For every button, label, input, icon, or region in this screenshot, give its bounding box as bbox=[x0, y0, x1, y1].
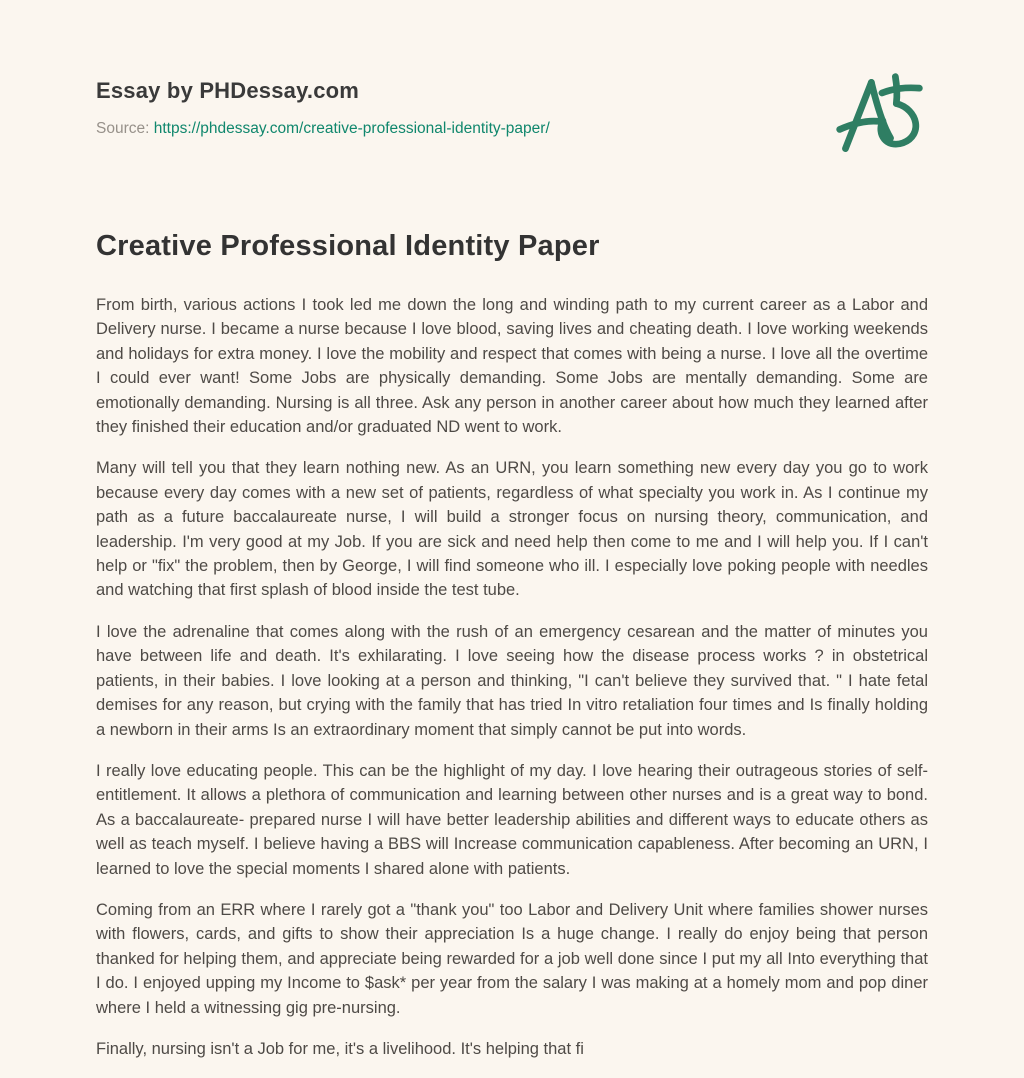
page-header bbox=[96, 74, 928, 164]
essay-paragraph: Many will tell you that they learn nothing new. As an URN, you learn something new every day you go to work because every day comes with a new set of patients, regardless of what specialty you work in. As I continue my path as a future baccalaureate nurse, I will build a stronger focus on nursing theory, communication, and leadership. I'm very good at my Job. If you are sick and need help then come to me and I will help you. If I can't help or "fix" the problem, then by George, I will find someone who ill. I especially love poking people with needles and watching that first splash of blood inside the test tube. bbox=[96, 459, 928, 600]
essay-body bbox=[96, 293, 928, 1061]
essay-paragraph: From birth, various actions I took led me down the long and winding path to my current career as a Labor and Delivery nurse. I became a nurse because I love blood, saving lives and cheating death. I love working weekends and holidays for extra money. I love the mobility and respect that comes with being a nurse. I love all the overtime I could ever want! Some Jobs are physically demanding. Some Jobs are mentally demanding. Some are emotionally demanding. Nursing is all three. Ask any person in another career about how much they learned after they finished their education and/or graduated ND went to work. bbox=[96, 296, 928, 437]
essay-byline: Essay by PHDessay.com bbox=[96, 78, 360, 103]
source-line bbox=[96, 120, 550, 138]
essay-content bbox=[96, 0, 928, 1061]
source-url-link[interactable]: https://phdessay.com/creative-professional-identity-paper/ bbox=[153, 120, 550, 137]
source-label: Source: bbox=[96, 120, 150, 137]
essay-title: Creative Professional Identity Paper bbox=[96, 230, 600, 262]
essay-paragraph: I love the adrenaline that comes along with the rush of an emergency cesarean and the matter of minutes you have between life and death. It's exhilarating. I love seeing how the disease process works ? in obstetrical patients, in their babies. I love looking at a person and thinking, "I can't believe they survived that. " I hate fetal demises for any reason, but crying with the family that has tried In vitro retaliation four times and Is finally holding a newborn in their arms Is an extraordinary moment that simply cannot be put into words. bbox=[96, 622, 928, 739]
essay-paragraph: Coming from an ERR where I rarely got a "thank you" too Labor and Delivery Unit where families shower nurses with flowers, cards, and gifts to show their appreciation Is a huge change. I really do enjoy being that person thanked for helping them, and appreciate being rewarded for a job well done since I put my all Into everything that I do. I enjoyed upping my Income to $ask* per year from the salary I was making at a homely mom and pop diner where I held a witnessing gig pre-nursing. bbox=[96, 900, 928, 1017]
essay-paragraph: I really love educating people. This can be the highlight of my day. I love hearing their outrageous stories of self-entitlement. It allows a plethora of communication and learning between other nurses and is a great way to bond. As a baccalaureate- prepared nurse I will have better leadership abilities and different ways to educate others as well as teach myself. I believe having a BBS will Increase communication capableness. After becoming an URN, I learned to love the special moments I shared alone with patients. bbox=[96, 761, 928, 878]
essay-paragraph: Finally, nursing isn't a Job for me, it's a livelihood. It's helping that fi bbox=[96, 1039, 584, 1058]
header-text-block bbox=[96, 74, 550, 138]
a-plus-logo-icon bbox=[832, 68, 928, 164]
